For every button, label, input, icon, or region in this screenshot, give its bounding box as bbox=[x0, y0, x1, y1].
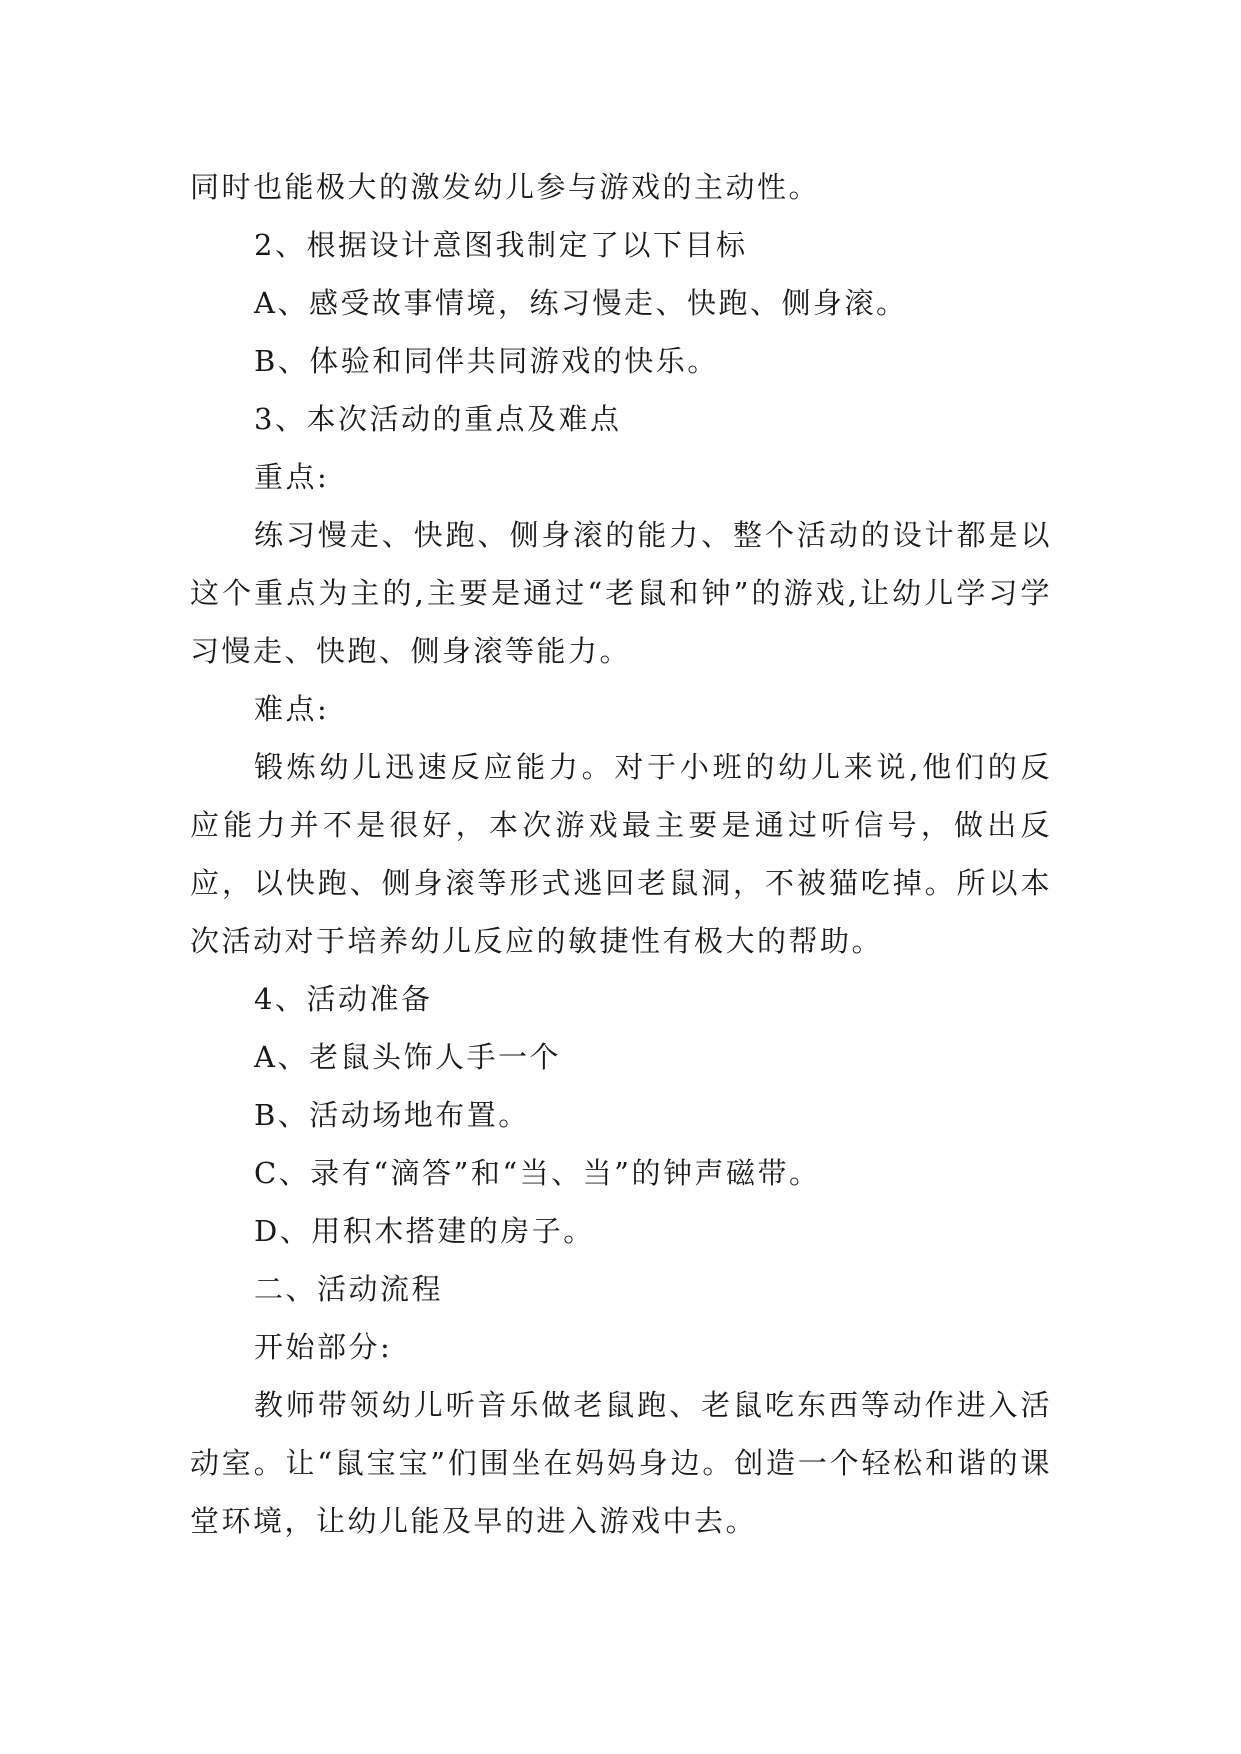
list-item: B、体验和同伴共同游戏的快乐。 bbox=[254, 344, 719, 378]
list-item: D、用积木搭建的房子。 bbox=[254, 1214, 595, 1248]
section-heading: 2、根据设计意图我制定了以下目标 bbox=[254, 228, 748, 262]
list-item: C、录有“滴答”和“当、当”的钟声磁带。 bbox=[254, 1156, 821, 1190]
list-item: A、老鼠头饰人手一个 bbox=[254, 1040, 561, 1074]
paragraph: 同时也能极大的激发幼儿参与游戏的主动性。 bbox=[190, 170, 821, 204]
section-heading: 二、活动流程 bbox=[254, 1272, 444, 1306]
document-body bbox=[190, 158, 1052, 1550]
subheading: 重点: bbox=[254, 460, 330, 494]
list-item: B、活动场地布置。 bbox=[254, 1098, 530, 1132]
paragraph: 锻炼幼儿迅速反应能力。对于小班的幼儿来说,他们的反应能力并不是很好，本次游戏最主要是通过听信号，做出反应，以快跑、侧身滚等形式逃回老鼠洞，不被猫吃掉。所以本次活动对于培养幼儿反应的敏捷性有极大的帮助。 bbox=[190, 750, 1052, 958]
subheading: 难点: bbox=[254, 692, 330, 726]
paragraph: 练习慢走、快跑、侧身滚的能力、整个活动的设计都是以这个重点为主的,主要是通过“老鼠和钟”的游戏,让幼儿学习学习慢走、快跑、侧身滚等能力。 bbox=[190, 518, 1052, 668]
subheading: 开始部分: bbox=[254, 1330, 393, 1364]
paragraph: 教师带领幼儿听音乐做老鼠跑、老鼠吃东西等动作进入活动室。让“鼠宝宝”们围坐在妈妈身边。创造一个轻松和谐的课堂环境，让幼儿能及早的进入游戏中去。 bbox=[190, 1388, 1052, 1538]
section-heading: 4、活动准备 bbox=[254, 982, 433, 1016]
section-heading: 3、本次活动的重点及难点 bbox=[254, 402, 622, 436]
list-item: A、感受故事情境，练习慢走、快跑、侧身滚。 bbox=[254, 286, 908, 320]
